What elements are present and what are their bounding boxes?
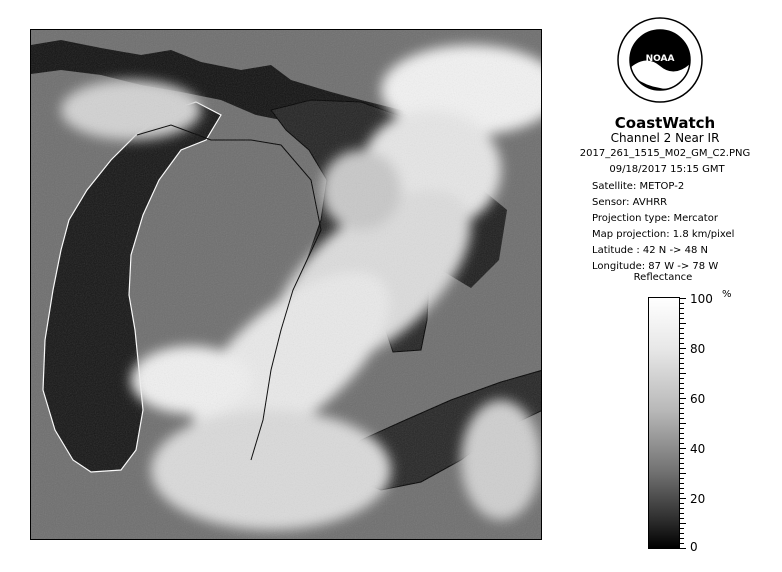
colorbar-unit: %: [722, 289, 732, 300]
colorbar-tick: [680, 363, 684, 364]
colorbar-tick: [680, 333, 684, 334]
channel-label: Channel 2 Near IR: [610, 131, 720, 145]
colorbar-tick: [680, 538, 684, 539]
resolution-label: Map projection: 1.8 km/pixel: [592, 229, 735, 240]
colorbar-tick: [680, 368, 684, 369]
colorbar-tick: [680, 503, 684, 504]
colorbar-tick: [680, 408, 684, 409]
colorbar-tick: [680, 413, 684, 414]
colorbar-tick: [680, 343, 684, 344]
latitude-label: Latitude : 42 N -> 48 N: [592, 245, 708, 256]
colorbar-tick: [680, 303, 684, 304]
colorbar-tick: [680, 453, 684, 454]
colorbar-tick: [680, 498, 686, 499]
colorbar-tick: [680, 448, 686, 449]
colorbar-tick: [680, 358, 684, 359]
colorbar-label-60: 60: [690, 392, 706, 406]
colorbar-tick: [680, 493, 684, 494]
colorbar-label-0: 0: [690, 540, 698, 554]
colorbar-label-20: 20: [690, 492, 706, 506]
colorbar-tick: [680, 473, 686, 474]
colorbar-tick: [680, 533, 684, 534]
satellite-image: [30, 29, 542, 540]
colorbar-tick: [680, 318, 684, 319]
colorbar-tick: [680, 323, 686, 324]
file-name: 2017_261_1515_M02_GM_C2.PNG: [579, 148, 751, 159]
colorbar-tick: [680, 528, 684, 529]
colorbar-tick: [680, 438, 684, 439]
image-texture: [31, 30, 542, 540]
colorbar-tick: [680, 543, 684, 544]
colorbar-tick: [680, 423, 686, 424]
colorbar-tick: [680, 353, 684, 354]
colorbar-tick: [680, 338, 684, 339]
product-title: CoastWatch: [614, 114, 716, 132]
colorbar-tick: [680, 508, 684, 509]
colorbar-tick: [680, 418, 684, 419]
colorbar-label-80: 80: [690, 342, 706, 356]
colorbar-tick: [680, 373, 686, 374]
colorbar-tick: [680, 513, 684, 514]
colorbar-tick: [680, 548, 686, 549]
colorbar-tick: [680, 458, 684, 459]
colorbar-tick: [680, 313, 684, 314]
colorbar-tick: [680, 298, 686, 299]
colorbar-tick: [680, 308, 684, 309]
colorbar-tick: [680, 463, 684, 464]
colorbar-tick: [680, 403, 684, 404]
colorbar-tick: [680, 378, 684, 379]
colorbar-tick: [680, 398, 686, 399]
projection-label: Projection type: Mercator: [592, 213, 718, 224]
colorbar-tick: [680, 443, 684, 444]
colorbar-tick: [680, 523, 686, 524]
colorbar-tick: [680, 393, 684, 394]
colorbar-tick: [680, 388, 684, 389]
noaa-logo: [616, 16, 704, 104]
acquisition-datetime: 09/18/2017 15:15 GMT: [609, 164, 725, 175]
colorbar-label-100: 100: [690, 292, 713, 306]
colorbar-tick: [680, 483, 684, 484]
sensor-label: Sensor: AVHRR: [592, 197, 668, 208]
colorbar-tick: [680, 518, 684, 519]
colorbar-tick: [680, 348, 686, 349]
longitude-label: Longitude: 87 W -> 78 W: [592, 261, 719, 272]
reflectance-colorbar: [648, 297, 680, 549]
colorbar-label-40: 40: [690, 442, 706, 456]
colorbar-tick: [680, 468, 684, 469]
logo-wordmark: NOAA: [645, 54, 675, 64]
colorbar-tick: [680, 478, 684, 479]
satellite-label: Satellite: METOP-2: [592, 181, 685, 192]
colorbar-tick: [680, 433, 684, 434]
colorbar-tick: [680, 488, 684, 489]
colorbar-tick: [680, 383, 684, 384]
colorbar-tick: [680, 328, 684, 329]
colorbar-title: Reflectance: [633, 272, 693, 283]
colorbar-tick: [680, 428, 684, 429]
